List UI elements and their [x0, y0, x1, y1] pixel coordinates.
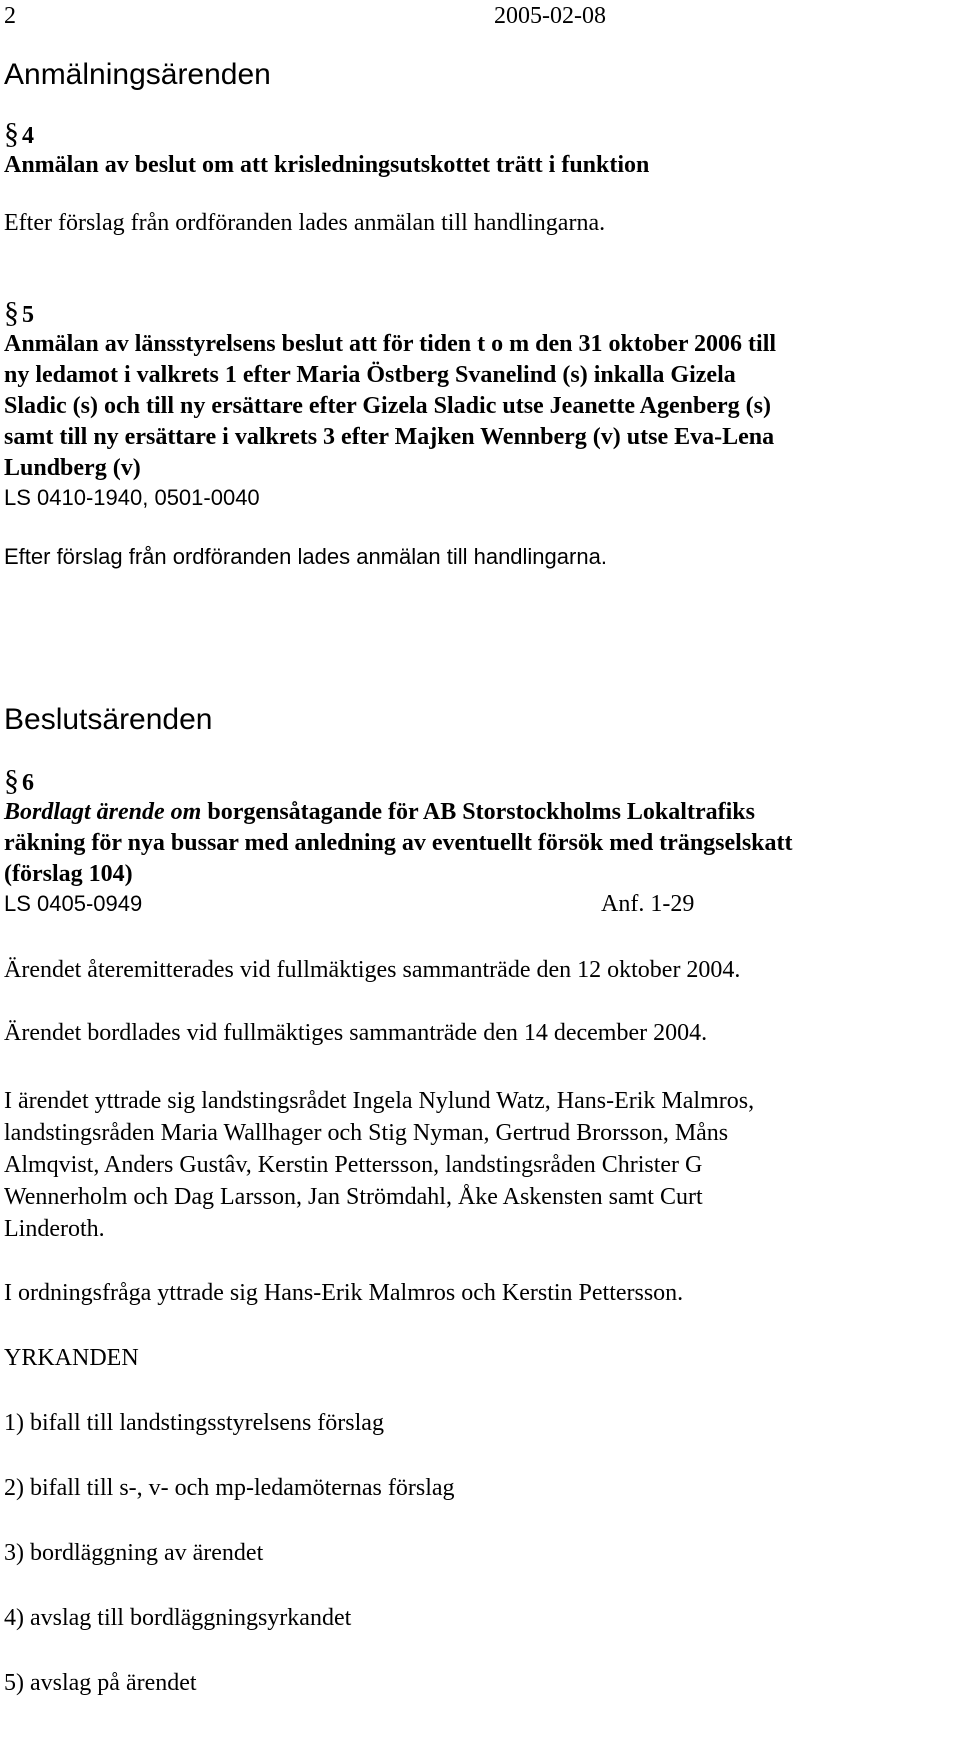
item-6-speakers-line-5: Linderoth. [4, 1216, 105, 1242]
item-6-order-question: I ordningsfråga yttrade sig Hans-Erik Malmros och Kerstin Pettersson. [4, 1280, 684, 1306]
yrkande-item: 1) bifall till landstingsstyrelsens förslag [4, 1410, 384, 1436]
item-6-speakers-line-2: landstingsråden Maria Wallhager och Stig Nyman, Gertrud Brorsson, Måns [4, 1120, 729, 1146]
yrkande-item: 3) bordläggning av ärendet [4, 1540, 264, 1566]
yrkande-item: 4) avslag till bordläggningsyrkandet [4, 1605, 352, 1631]
paragraph-4-number: 4 [22, 123, 34, 149]
item-6-reference: LS 0405-0949 [4, 891, 143, 916]
page-number: 2 [4, 3, 16, 29]
item-6-title-rest: borgensåtagande för AB Storstockholms Lokaltrafiks [201, 799, 755, 825]
item-5-title-line-1: Anmälan av länsstyrelsens beslut att för tiden t o m den 31 oktober 2006 till [4, 331, 777, 357]
item-6-remitted: Ärendet återemitterades vid fullmäktiges sammanträde den 12 oktober 2004. [4, 957, 741, 983]
item-4-title: Anmälan av beslut om att krisledningsutskottet trätt i funktion [4, 152, 650, 178]
paragraph-5-number: 5 [22, 302, 34, 328]
paragraph-5-symbol: § [4, 296, 19, 329]
item-6-title-line-1 [4, 796, 755, 828]
paragraph-4-symbol: § [4, 117, 19, 150]
item-6-title-line-3: (förslag 104) [4, 861, 133, 887]
yrkanden-heading: YRKANDEN [4, 1345, 139, 1371]
item-5-title-line-3: Sladic (s) och till ny ersättare efter Gizela Sladic utse Jeanette Agenberg (s) [4, 393, 771, 419]
item-6-speakers-line-3: Almqvist, Anders Gustâv, Kerstin Pettersson, landstingsråden Christer G [4, 1152, 703, 1178]
paragraph-6-number: 6 [22, 770, 34, 796]
item-5-reference: LS 0410-1940, 0501-0040 [4, 485, 260, 510]
yrkande-item: 5) avslag på ärendet [4, 1670, 197, 1696]
document-date: 2005-02-08 [494, 3, 606, 29]
item-5-title-line-4: samt till ny ersättare i valkrets 3 efter Majken Wennberg (v) utse Eva-Lena [4, 424, 775, 450]
item-6-speakers-line-1: I ärendet yttrade sig landstingsrådet Ingela Nylund Watz, Hans-Erik Malmros, [4, 1088, 755, 1114]
item-4-decision: Efter förslag från ordföranden lades anmälan till handlingarna. [4, 210, 606, 236]
item-6-speakers-line-4: Wennerholm och Dag Larsson, Jan Strömdahl, Åke Askensten samt Curt [4, 1184, 703, 1210]
item-5-decision: Efter förslag från ordföranden lades anmälan till handlingarna. [4, 544, 607, 569]
item-6-title-line-2: räkning för nya bussar med anledning av eventuellt försök med trängselskatt [4, 830, 793, 856]
section-heading-beslut: Beslutsärenden [4, 703, 213, 736]
item-6-tabled: Ärendet bordlades vid fullmäktiges sammanträde den 14 december 2004. [4, 1020, 708, 1046]
section-heading-anmalning: Anmälningsärenden [4, 58, 271, 91]
paragraph-6-symbol: § [4, 764, 19, 797]
item-5-title-line-2: ny ledamot i valkrets 1 efter Maria Östberg Svanelind (s) inkalla Gizela [4, 362, 736, 388]
item-5-title-line-5: Lundberg (v) [4, 455, 141, 481]
yrkande-item: 2) bifall till s-, v- och mp-ledamöternas förslag [4, 1475, 455, 1501]
item-6-title-italic: Bordlagt ärende om [4, 799, 202, 825]
item-6-annex: Anf. 1-29 [601, 891, 695, 917]
